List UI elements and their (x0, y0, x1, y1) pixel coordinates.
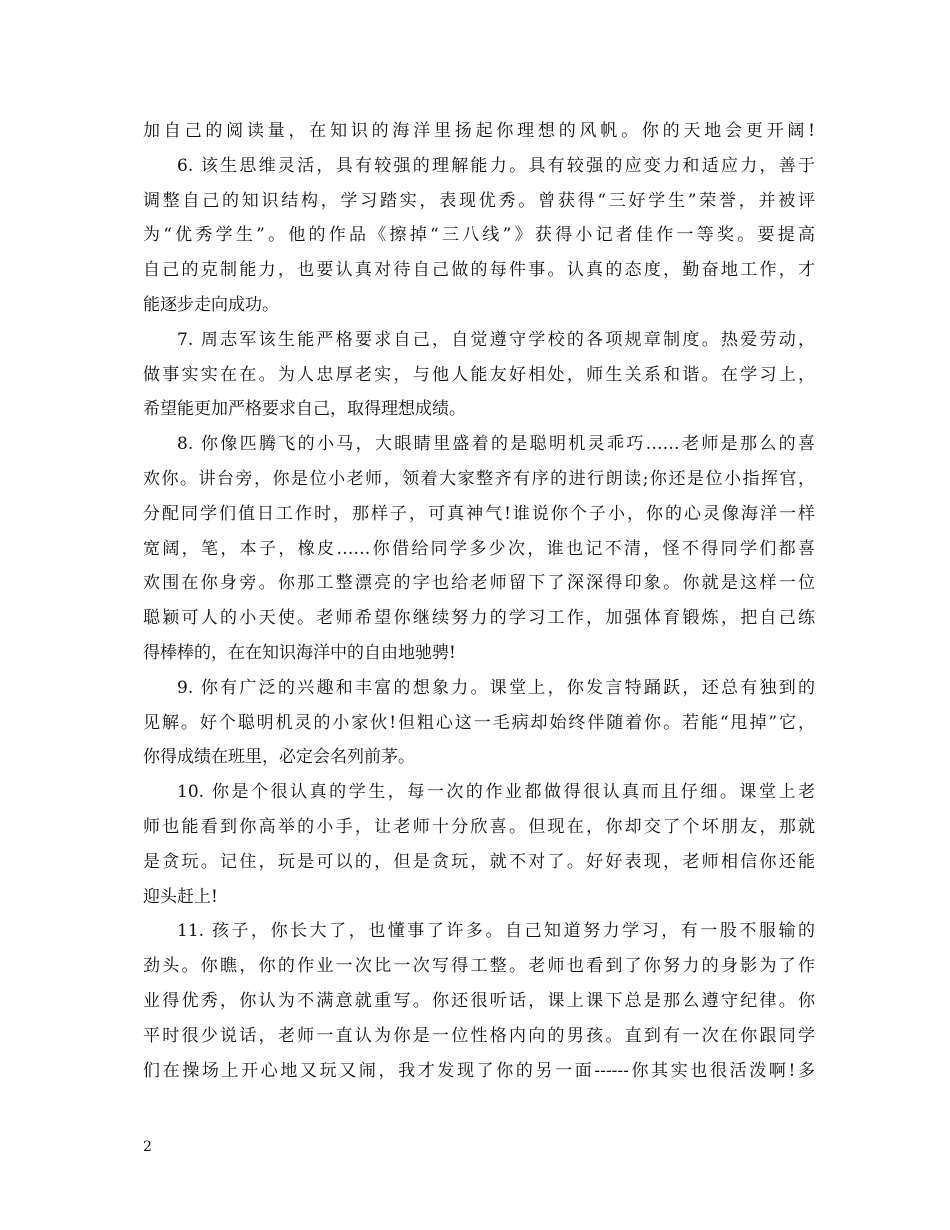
text-line: 欢你。讲台旁，你是位小老师，领着大家整齐有序的进行朗读;你还是位小指挥官， (143, 468, 815, 489)
text-line: 聪颖可人的小天使。老师希望你继续努力的学习工作，加强体育锻炼，把自己练 (143, 608, 815, 629)
text-line: 8. 你像匹腾飞的小马，大眼睛里盛着的是聪明机灵乖巧……老师是那么的喜 (177, 434, 815, 455)
text-line: 7. 周志军该生能严格要求自己，自觉遵守学校的各项规章制度。热爱劳动， (177, 329, 815, 350)
text-line: 自己的克制能力，也要认真对待自己做的每件事。认真的态度，勤奋地工作，才 (143, 260, 815, 281)
text-line: 6. 该生思维灵活，具有较强的理解能力。具有较强的应变力和适应力，善于 (177, 155, 815, 176)
text-line: 劲头。你瞧，你的作业一次比一次写得工整。老师也看到了你努力的身影为了作 (143, 956, 815, 977)
text-line: 迎头赶上! (143, 886, 218, 907)
text-line: 分配同学们值日工作时，那样子，可真神气!谁说你个子小，你的心灵像海洋一样 (143, 503, 815, 524)
document-body (143, 114, 815, 1088)
text-line: 调整自己的知识结构，学习踏实，表现优秀。曾获得“三好学生”荣誉，并被评 (143, 190, 815, 211)
text-line: 做事实实在在。为人忠厚老实，与他人能友好相处，师生关系和谐。在学习上， (143, 364, 815, 385)
text-line: 师也能看到你高举的小手，让老师十分欣喜。但现在，你却交了个坏朋友，那就 (143, 816, 815, 837)
text-line: 平时很少说话，老师一直认为你是一位性格内向的男孩。直到有一次在你跟同学 (143, 1025, 815, 1046)
text-line: 业得优秀，你认为不满意就重写。你还很听话，课上课下总是那么遵守纪律。你 (143, 990, 815, 1011)
text-line: 是贪玩。记住，玩是可以的，但是贪玩，就不对了。好好表现，老师相信你还能 (143, 851, 815, 872)
text-line: 得棒棒的，在在知识海洋中的自由地驰骋! (143, 642, 456, 663)
text-line: 能逐步走向成功。 (143, 294, 279, 315)
text-line: 9. 你有广泛的兴趣和丰富的想象力。课堂上，你发言特踊跃，还总有独到的 (177, 677, 815, 698)
text-line: 你得成绩在班里，必定会名列前茅。 (143, 747, 415, 768)
text-line: 希望能更加严格要求自己，取得理想成绩。 (143, 399, 466, 420)
text-line: 加自己的阅读量，在知识的海洋里扬起你理想的风帆。你的天地会更开阔! (143, 121, 815, 141)
text-line: 11. 孩子，你长大了，也懂事了许多。自己知道努力学习，有一股不服输的 (177, 921, 815, 942)
text-line: 10. 你是个很认真的学生，每一次的作业都做得很认真而且仔细。课堂上老 (177, 782, 815, 803)
text-line: 宽阔，笔，本子，橡皮……你借给同学多少次，谁也记不清，怪不得同学们都喜 (143, 538, 815, 559)
page-number: 2 (143, 1139, 152, 1155)
text-line: 为“优秀学生”。他的作品《擦掉“三八线”》获得小记者佳作一等奖。要提高 (143, 225, 815, 246)
text-line: 欢围在你身旁。你那工整漂亮的字也给老师留下了深深得印象。你就是这样一位 (143, 573, 815, 594)
text-line: 见解。好个聪明机灵的小家伙!但粗心这一毛病却始终伴随着你。若能“甩掉”它， (143, 712, 815, 733)
text-line: 们在操场上开心地又玩又闹，我才发现了你的另一面------你其实也很活泼啊!多 (143, 1060, 815, 1081)
